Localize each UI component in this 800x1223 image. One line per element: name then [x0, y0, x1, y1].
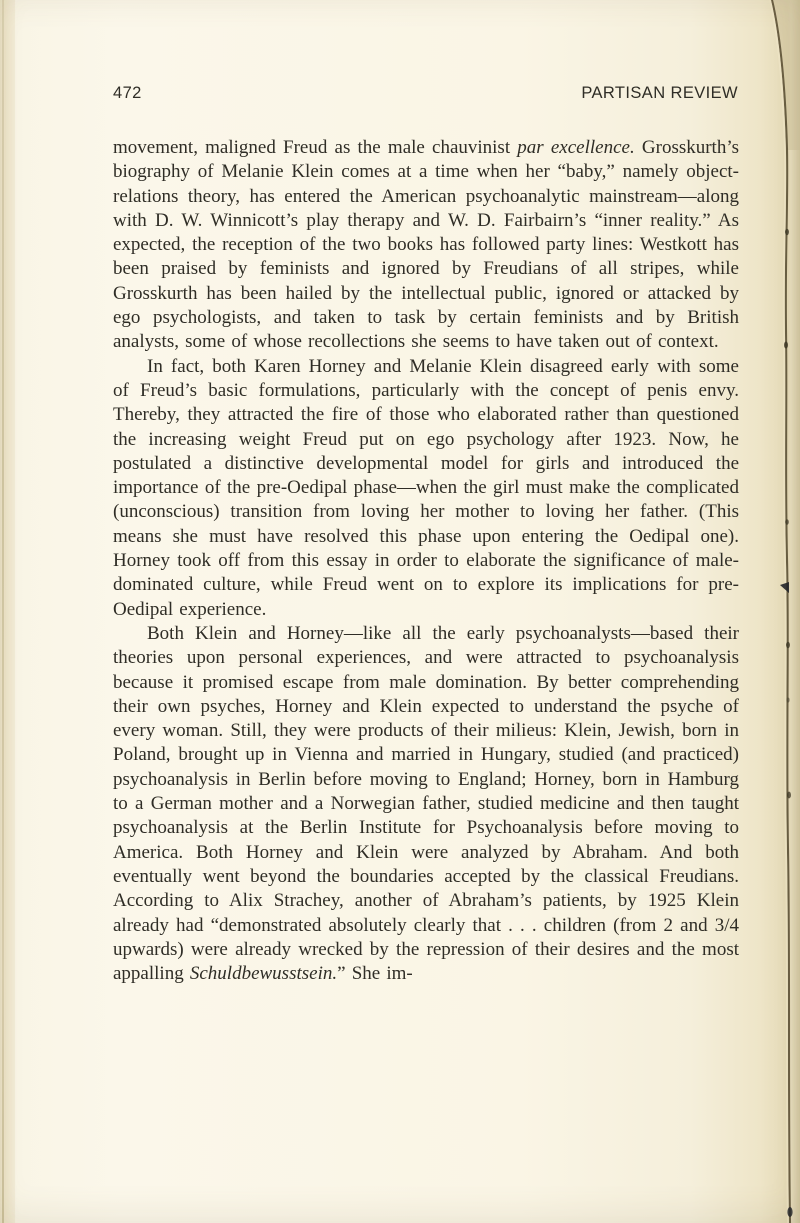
page-number: 472	[113, 84, 142, 102]
edge-mark	[786, 642, 790, 648]
paragraph-2	[113, 355, 739, 622]
page-left-edge-strip	[4, 0, 15, 1223]
body-text-run: ” She im-	[337, 963, 413, 985]
paragraph-3	[113, 622, 739, 986]
edge-mark	[785, 519, 789, 525]
italic-text: par excellence.	[517, 137, 635, 158]
page-binding-edge	[740, 0, 800, 1223]
running-header	[113, 84, 738, 103]
edge-mark	[786, 697, 789, 702]
body-text-run: Grosskurth’s biography of Melanie Klein comes at a time when her “baby,” namely object-relations theory, has entered the American psychoanalytic mainstream—along with D. W. Winnicott’s play therapy and W. D. Fairbairn’s “inner reality.” As expected, the reception of the two books has followed party lines: Westkott has been praised by feminists and ignored by Freudians of all stripes, while Grosskurth has been hailed by the intellectual public, ignored or attacked by ego psychologists, and taken to task by certain feminists and by British analysts, some of whose recollections she seems to have taken out of context.	[113, 137, 740, 353]
paragraph-1	[113, 136, 739, 355]
journal-title: PARTISAN REVIEW	[581, 84, 738, 102]
body-text-run: In fact, both Karen Horney and Melanie Klein disagreed early with some of Freud’s basic formulations, particularly with the concept of penis envy. Thereby, they attracted the fire of those who elaborated rather than questioned the increasing weight Freud put on ego psychology after 1923. Now, he postulated a distinctive developmental model for girls and introduced the importance of the pre-Oedipal phase—when the girl must make the complicated (unconscious) transition from loving her mother to loving her father. (This means she must have resolved this phase upon entering the Oedipal one). Horney took off from this essay in order to elaborate the significance of male-dominated culture, while Freud went on to explore its implications for pre-Oedipal experience.	[113, 355, 739, 620]
body-text-run: Both Klein and Horney—like all the early psychoanalysts—based their theories upon personal experiences, and were attracted to psychoanalysis because it promised escape from male domination. By better comprehending their own psyches, Horney and Klein expected to understand the psyche of every woman. Still, they were products of their milieus: Klein, Jewish, born in Poland, brought up in Vienna and married in Hungary, studied (and practiced) psychoanalysis in Berlin before moving to England; Horney, born in Hamburg to a German mother and a Norwegian father, studied medicine and then taught psychoanalysis at the Berlin Institute for Psychoanalysis before moving to America. Both Horney and Klein were analyzed by Abraham. And both eventually went beyond the boundaries accepted by the classical Freudians. According to Alix Strachey, another of Abraham’s patients, by 1925 Klein already had “demonstrated absolutely clearly that . . . children (from 2 and 3/4 upwards) were already wrecked by the repression of their desires and the most appalling	[113, 622, 739, 985]
edge-mark	[784, 342, 788, 349]
article-body-text	[113, 136, 739, 986]
edge-mark	[787, 792, 791, 799]
edge-mark	[787, 1207, 792, 1217]
page-crease-highlight	[770, 0, 788, 1223]
body-text-run: movement, maligned Freud as the male chauvinist	[113, 137, 518, 158]
edge-mark	[785, 229, 789, 235]
italic-text: Schuldbewusstsein.	[189, 963, 338, 985]
